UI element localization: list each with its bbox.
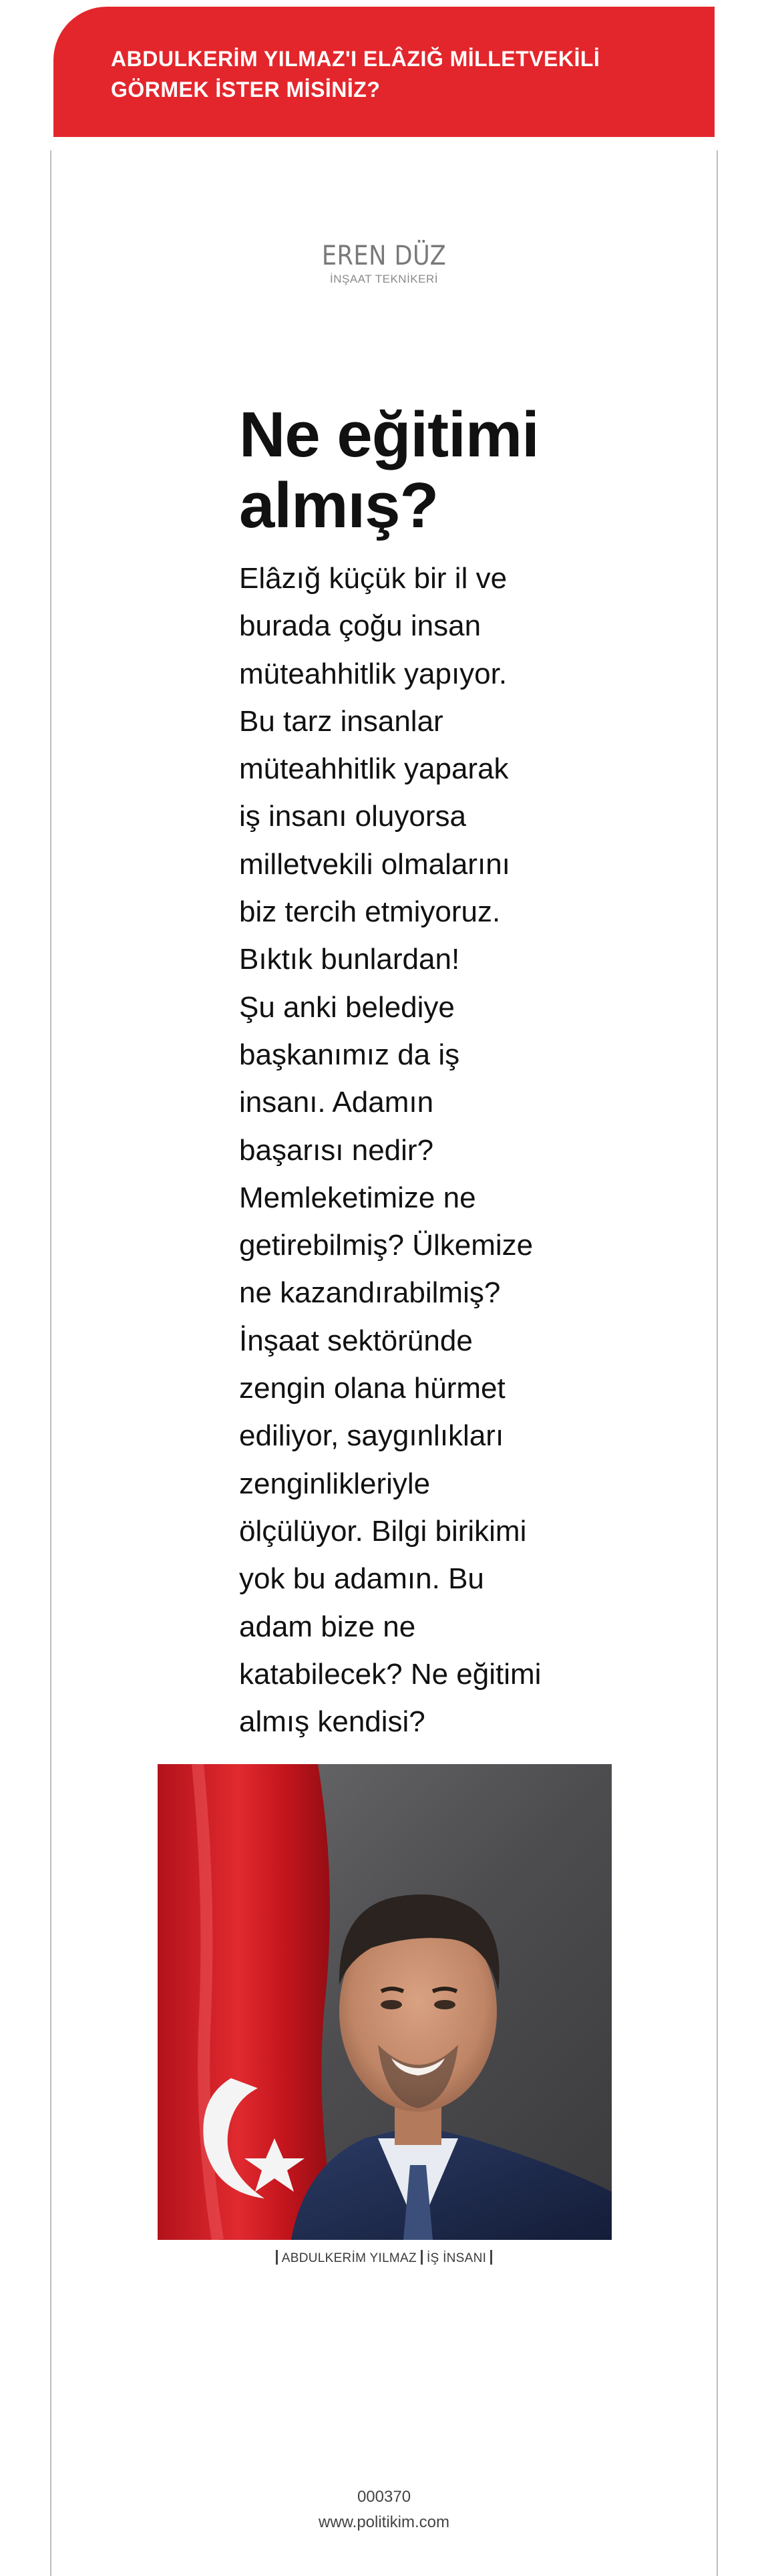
body-line: almış kendisi? [239,1705,425,1739]
body-line: başarısı nedir? [239,1133,434,1167]
banner-line-2: GÖRMEK İSTER MİSİNİZ? [111,78,381,102]
body-line: İnşaat sektöründe [239,1324,473,1357]
body-line: katabilecek? Ne eğitimi [239,1657,542,1691]
body-line: Elâzığ küçük bir il ve [239,562,508,595]
headline-line-2: almış? [239,470,439,541]
headline-banner [53,7,715,137]
body-line: insanı. Adamın [239,1086,434,1119]
body-line: ne kazandırabilmiş? [239,1276,501,1310]
author-block [0,241,768,287]
body-line: Şu anki belediye [239,990,455,1024]
body-line: Bu tarz insanlar [239,704,443,738]
right-border-rule [717,150,718,2576]
body-line: zenginlikleriyle [239,1467,431,1500]
author-name: EREN DÜZ [321,241,447,271]
article-headline [239,400,560,541]
caption-divider [421,2250,423,2265]
body-line: yok bu adamın. Bu [239,1562,484,1596]
body-line: burada çoğu insan [239,609,482,643]
body-line: Bıktık bunlardan! [239,943,460,976]
body-line: adam bize ne [239,1610,416,1643]
banner-line-1: ABDULKERİM YILMAZ'I ELÂZIĞ MİLLETVEKİLİ [111,47,600,71]
body-line: zengin olana hürmet [239,1372,506,1405]
caption-divider [490,2250,492,2265]
body-line: milletvekili olmalarını [239,847,510,881]
caption-divider [276,2250,278,2265]
page-footer [0,2484,768,2535]
caption-name: ABDULKERİM YILMAZ [281,2251,417,2265]
headline-line-1: Ne eğitimi [239,399,539,470]
author-title: İNŞAAT TEKNİKERİ [330,273,438,285]
caption-role: İŞ İNSANI [426,2251,487,2265]
left-border-rule [50,150,51,2576]
body-line: müteahhitlik yaparak [239,752,509,786]
footer-code: 000370 [357,2488,411,2506]
body-line: iş insanı oluyorsa [239,800,466,833]
body-line: müteahhitlik yapıyor. [239,657,508,690]
body-line: Memleketimize ne [239,1181,476,1214]
body-line: başkanımız da iş [239,1038,460,1071]
portrait-illustration [158,1764,612,2240]
article-body [239,555,553,1745]
portrait-photo [158,1764,612,2240]
body-line: ediliyor, saygınlıkları [239,1419,504,1453]
body-line: biz tercih etmiyoruz. [239,895,501,929]
body-line: ölçülüyor. Bilgi birikimi [239,1514,527,1548]
photo-caption [0,2250,768,2267]
body-line: getirebilmiş? Ülkemize [239,1229,534,1262]
footer-url[interactable]: www.politikim.com [318,2513,450,2531]
